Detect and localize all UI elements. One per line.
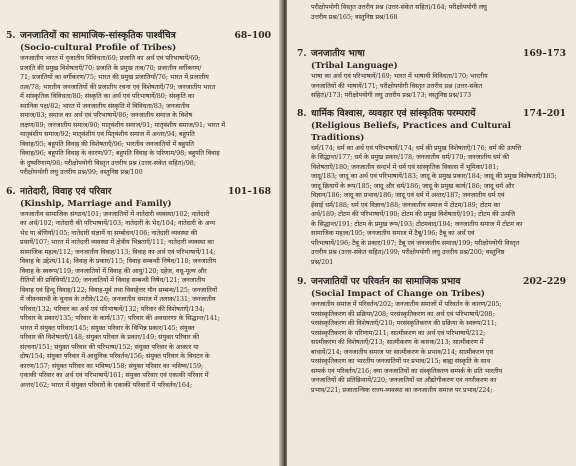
contents-line: भेद या श्रेणियाँ/105; नातेदारी संज्ञायें या सम्बोधन/106; नातेदारी व्यवस्था की <box>20 228 198 237</box>
contents-line: दोष/154; संयुक्त परिवार में आधुनिक परिवर्तन/156; संयुक्त परिवार के विघटन के <box>20 352 210 360</box>
contents-line: सामाजिक महत्व/112; जनजातीय विवाह/113; विवाह का अर्थ एवं परिभाषायें/114; <box>20 247 216 256</box>
section-contents <box>311 72 566 101</box>
contents-line: जनजातीय समाज में परिवर्तन/202; जनजातीय समाजों में परिवर्तन के कारण/205; <box>311 300 502 308</box>
section-page-range: 68–100 <box>234 30 271 41</box>
contents-line: कारण/157; संयुक्त परिवार का भविष्य/158; संयुक्त परिवार का भविष्य/159; <box>20 361 204 370</box>
contents-line: में जीवनसाथी के चुनाव के तरीके/126; जनजातीय समाज में तलाक/131; जनजातीय <box>20 295 216 303</box>
contents-line: सात्मीकरण की विशेषताएँ/213; सात्मीकरण के कारक/213; सात्मीकरण में <box>311 338 484 346</box>
contents-line: परिभाषायें/196; टैबू के प्रकार/197; टैबू एवं जनजातीय समाज/199; परीक्षोपयोगी विस्तृत <box>311 238 520 247</box>
contents-line: परीक्षोपयोगी लघु उत्तरीय प्रश्न/99; वस्तुनिष्ठ प्रश्न/100 <box>20 168 143 176</box>
contents-line: प्रजाति की प्रमुख विशेषताएँ/70; प्रजाति के प्रमुख तत्व/70; प्रजातीय वर्गीकरण/ <box>20 63 202 72</box>
section-title: जनजातियों का सामाजिक-सांस्कृतिक पार्श्वचित्र <box>20 30 176 41</box>
contents-line: प्रभाव/221; प्रजातान्त्रिक राज्य-व्यवस्था का जनजातीय समाज पर प्रभाव/224; <box>311 385 493 394</box>
contents-line: मातृवंशीय समाज/92; मातृवंशीय एवं पितृवंशीय समाज में अन्तर/94; बहुपति <box>20 130 195 138</box>
contents-line: परीक्षोपयोगी विस्तृत उत्तरीय प्रश्न (उत्तर-संकेत सहित)/164; परीक्षोपयोगी लघु <box>311 3 487 11</box>
contents-line: ईसाई धर्म/188; धर्म एवं विज्ञान/188; जनजातीय समाज में टोटम/189; टोटम का <box>311 200 500 209</box>
section-subtitle: (Religious Beliefs, Practices and Cultural Traditions) <box>311 120 511 143</box>
section-contents <box>311 300 566 395</box>
section-page-range: 174–201 <box>523 107 566 119</box>
contents-line: विवाह/95; बहुपति विवाह की विशेषताएँ/96; भारतीय जनजातियों में बहुपति <box>20 139 194 148</box>
contents-line: अर्थ/189; टोटम की परिभाषायें/190; टोटम की प्रमुख विशेषताएँ/191; टोटम की उत्पत्ति <box>311 210 516 218</box>
contents-line: में सांस्कृतिक विविधता/80; संस्कृति का अर्थ एवं परिभाषायें/80; संस्कृति का <box>20 92 195 100</box>
contents-line: परिवार/132; परिवार का अर्थ एवं परिभाषायें/132; परिवार की विशेषताएँ/134; <box>20 304 205 313</box>
section-heading <box>297 48 566 60</box>
contents-line: के सिद्धान्त/191; टोटम के प्रमुख रूप/193; टोटमवाद/194; जनजातीय समाज में टोटम का <box>311 219 523 228</box>
section-page-range: 169–173 <box>523 48 566 59</box>
toc-section-5 <box>6 30 271 178</box>
contents-line: स्थानिक पक्ष/82; भारत में जनजातीय संस्कृति में विविधता/83; जनजातीय <box>20 101 190 110</box>
contents-line: संरचना/151; संयुक्त परिवार की परिभाषा/152; संयुक्त परिवार के आकार या <box>20 342 199 351</box>
contents-line: जनजातीय भारत में नृजातीय विविधता/69; प्रजाति का अर्थ एवं परिभाषायें/69; <box>20 54 201 62</box>
contents-line: भाषा का अर्थ एवं परिभाषायें/169; भारत में भाषायी विविधता/170; भारतीय <box>311 72 488 80</box>
contents-line: जनजातीय सामाजिक संगठन/101; जनजातियों में नातेदारी व्यवस्था/102; नातेदारी <box>20 209 210 218</box>
contents-line: परिवार के प्रकार/135; परिवार के कार्य/137; परिवार की अवधारणा के सिद्धान्त/141; <box>20 314 220 322</box>
toc-section-9 <box>297 276 566 395</box>
contents-line: जादू क्रियायें के रूप/185; जादू और धर्म/186; जादू के प्रमुख कार्य/186; जादू धर्म और <box>311 181 515 190</box>
contents-line: परसंस्कृतिकरण की विशेषताएँ/210; परसंस्कृतिकरण की प्रक्रिया के स्वरूप/211; <box>311 319 497 327</box>
section-contents <box>311 144 566 268</box>
section-title: नातेदारी, विवाह एवं परिवार <box>20 185 112 197</box>
contents-line: विवाह एवं हिन्दू विवाह/122; विवाह-पूर्व तथा विवाहेत्तर यौन सम्बन्ध/125; जनजातियों <box>20 285 218 294</box>
contents-line: के सिद्धान्त/177; धर्म के प्रमुख प्रकार/178; जनजातीय धर्म/179; जनजातीय धर्म की <box>311 153 509 161</box>
section-number: 5. <box>6 30 16 41</box>
contents-line: परिवार की विशेषताएँ/148; संयुक्त परिवार के प्रकार/149; संयुक्त परिवार की <box>20 333 200 341</box>
contents-line: सम्पर्क एवं परिवर्तन/216; क्या जनजातियों का संस्कृतिकरण सम्पर्क के प्रति भारतीय <box>311 366 503 375</box>
section-number: 9. <box>297 276 307 287</box>
contents-line: भारत में संयुक्त परिवार/145; संयुक्त परिवार के विभिन्न प्रकार/145; संयुक्त <box>20 323 195 332</box>
toc-section-8 <box>297 108 566 268</box>
contents-line: का अर्थ/102; नातेदारी की परिभाषायें/103; नातेदारी के भेद/104; नातेदारी के अन्य <box>20 219 216 227</box>
section-subtitle: (Social Impact of Change on Tribes) <box>311 289 485 299</box>
section-heading <box>297 276 566 288</box>
contents-line: के दुष्परिणाम/98; परीक्षोपयोगी विस्तृत उत्तरीय प्रश्न (उत्तर-संकेत सहित)/98; <box>20 158 196 167</box>
contents-line: समाज/83; समाज का अर्थ एवं परिभाषायें/86; जनजातीय समाज के विशेष <box>20 111 193 119</box>
section-title: धार्मिक विश्वास, व्यवहार एवं सांस्कृतिक परम्परायें <box>311 107 476 119</box>
section-title: जनजातियों पर परिवर्तन का सामाजिक प्रभाव <box>311 276 461 287</box>
contents-line: परसंस्कृतिकरण का भारतीय जनजातियों पर प्रभाव/215; बाह्य संस्कृति के साथ <box>311 357 491 365</box>
section-page-range: 202–229 <box>523 276 566 287</box>
contents-line: लक्षण/89; जनजातीय समाज/90; मातृवंशीय समाज/91; मातृवंशीय समाज/91; भारत में <box>20 120 226 129</box>
section-contents <box>20 54 271 178</box>
contents-line: प्रश्न/201 <box>311 257 334 266</box>
contents-line: तत्व/78; भारतीय जनजातियों की प्रजातीय रचना एवं विशेषताएँ/79; जनजातीय भारत <box>20 82 216 91</box>
section-6-continued <box>297 3 566 22</box>
section-subtitle: (Socio-cultural Profile of Tribes) <box>20 43 177 53</box>
contents-line: एकाकी परिवार का अर्थ एवं परिभाषायें/161; संयुक्त परिवार एवं एकाकी परिवार में <box>20 371 209 379</box>
contents-line: बाधायें/214; जनजातीय समाज पर सात्मीकरण के प्रभाव/214; सात्मीकरण एवं <box>311 347 493 356</box>
section-heading <box>6 30 271 42</box>
section-number: 8. <box>297 107 307 119</box>
section-subtitle: (Tribal Language) <box>311 61 398 71</box>
section-contents <box>311 3 566 22</box>
right-page <box>287 0 576 466</box>
toc-section-7 <box>297 48 566 101</box>
contents-line: सामाजिक महत्त्व/195; जनजातीय समाज में टैबू/196; टैबू का अर्थ एवं <box>311 229 475 237</box>
section-page-range: 101–168 <box>228 185 271 197</box>
contents-line: जनजातियों की भाषायें/171; परीक्षोपयोगी विस्तृत उत्तरीय प्रश्न (उत्तर-संकेत <box>311 81 483 90</box>
contents-line: 71; प्रजातियों का वर्गीकरण/75; भारत की प्रमुख प्रजातियाँ/76; भारत में प्रजातीय <box>20 73 209 81</box>
contents-line: विवाह के स्वरूप/119; जनजातियों में विवाह की आयु/120; दहेज, वधू-मूल्य और <box>20 266 207 275</box>
section-number: 7. <box>297 48 307 59</box>
contents-line: विवाह/96; बहुपति विवाह के कारण/97; बहुपति विवाह के परिणाम/98; बहुपति विवाह <box>20 149 220 157</box>
contents-line: विज्ञान/186; जादू का प्रभाव/186; जादू एवं धर्म में अन्तर/187; जनजातीय धर्म एवं <box>311 191 505 199</box>
contents-line: अन्तर/162; भारत में संयुक्त परिवारों के एकाकी परिवारों में परिवर्तन/164; <box>20 380 193 389</box>
section-contents <box>20 210 271 391</box>
section-subtitle: (Kinship, Marriage and Family) <box>20 198 172 209</box>
contents-line: विशेषताएँ/180; जनजातीय सन्दर्भ में धर्म एवं सांस्कृतिक विकास में भूमिका/181; <box>311 162 499 171</box>
section-heading <box>6 186 271 198</box>
contents-line: प्रथायें/107; भारत में नातेदारी व्यवस्था में क्षेत्रीय भिन्नताएँ/111; नातेदारी व्यवस्था का <box>20 238 214 246</box>
contents-line: जनजातियों की प्रतिक्रियायें/220; जनजातियों पर औद्योगीकरण एवं नगरीकरण का <box>311 376 497 384</box>
section-heading <box>297 108 566 120</box>
toc-section-6 <box>6 186 271 391</box>
contents-line: परसंस्कृतिकरण की प्रक्रिया/208; परसंस्कृतिकरण का अर्थ एवं परिभाषायें/208; <box>311 309 495 318</box>
contents-line: सहित)/173; परीक्षोपयोगी लघु उत्तरीय प्रश्न/173; वस्तुनिष्ठ प्रश्न/173 <box>311 91 472 99</box>
contents-line: उत्तरीय प्रश्न (उत्तर-संकेत सहित)/199; परीक्षोपयोगी लघु उत्तरीय प्रश्न/200; वस्तुनिष्ठ <box>311 248 505 256</box>
contents-line: जादू/183; जादू का अर्थ एवं परिभाषायें/183; जादू के प्रमुख प्रकार/184; जादू की प्रमुख विशेषताएँ/185; <box>311 172 557 180</box>
contents-line: उत्तरीय प्रश्न/165; वस्तुनिष्ठ प्रश्न/168 <box>311 12 398 21</box>
contents-line: विवाह के उद्देश्य/114; विवाह के प्रकार/115; विवाह सम्बन्धी निषेध/118; जनजातीय <box>20 257 217 265</box>
section-number: 6. <box>6 185 16 197</box>
contents-line: परसंस्कृतिकरण के परिणाम/211; सात्मीकरण का अर्थ एवं परिभाषायें/212; <box>311 328 486 337</box>
contents-line: रीतियों की प्रविधियाँ/120; जनजातियों में विवाह सम्बन्धी निषेध/121; जनजातीय <box>20 276 206 284</box>
contents-line: धर्म/174; धर्म का अर्थ एवं परिभाषायें/174; धर्म की प्रमुख विशेषताएँ/176; धर्म की उत्पत्ति <box>311 143 522 152</box>
left-page <box>0 0 281 466</box>
section-title: जनजातीय भाषा <box>311 48 365 59</box>
